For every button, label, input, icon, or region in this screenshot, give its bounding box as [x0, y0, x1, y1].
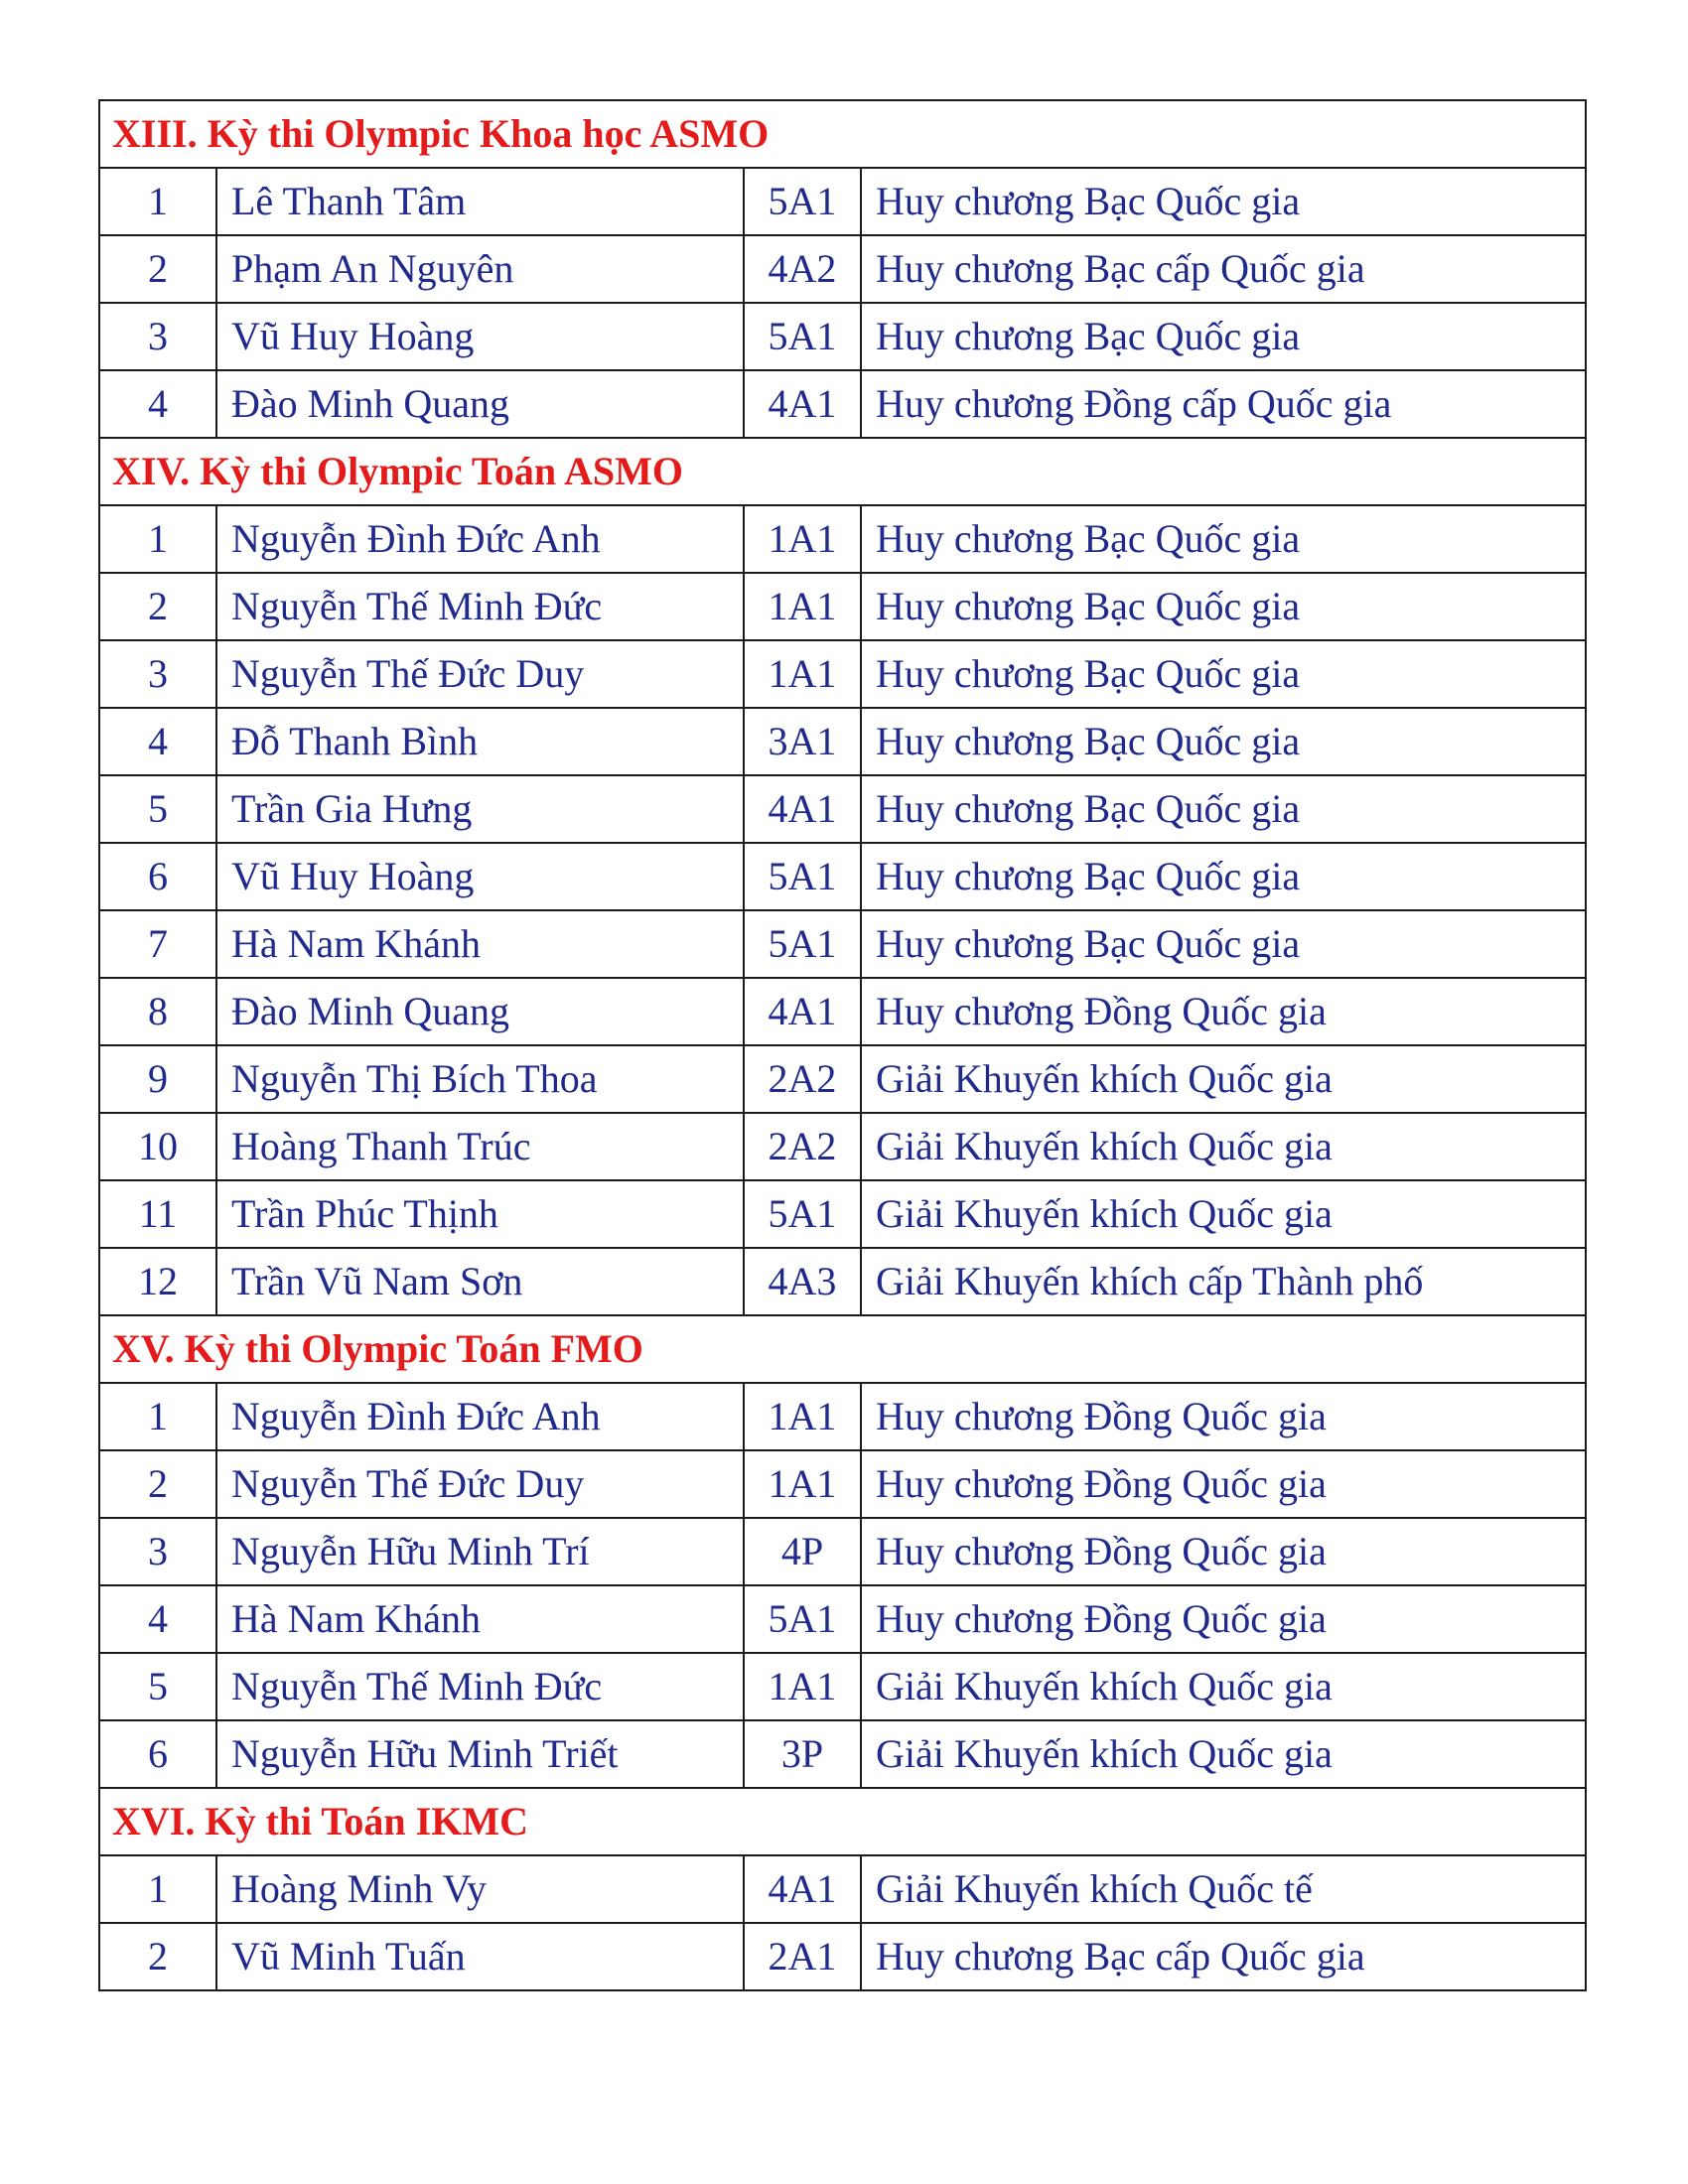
student-name-cell: Đỗ Thanh Bình: [216, 708, 744, 775]
row-number-cell: 11: [99, 1180, 216, 1248]
class-cell: 2A2: [744, 1113, 861, 1180]
table-row: [99, 573, 1586, 640]
student-name-cell: Vũ Huy Hoàng: [216, 843, 744, 910]
student-name-cell: Lê Thanh Tâm: [216, 168, 744, 235]
student-name-cell: Hà Nam Khánh: [216, 910, 744, 978]
table-row: [99, 1585, 1586, 1653]
award-cell: Giải Khuyến khích Quốc tế: [861, 1855, 1586, 1923]
award-cell: Huy chương Đồng Quốc gia: [861, 978, 1586, 1045]
table-row: [99, 235, 1586, 303]
class-cell: 1A1: [744, 1653, 861, 1720]
student-name-cell: Nguyễn Thế Đức Duy: [216, 1450, 744, 1518]
award-cell: Giải Khuyến khích Quốc gia: [861, 1720, 1586, 1788]
class-cell: 1A1: [744, 573, 861, 640]
student-name-cell: Nguyễn Đình Đức Anh: [216, 1383, 744, 1450]
class-cell: 4A1: [744, 1855, 861, 1923]
student-name-cell: Đào Minh Quang: [216, 370, 744, 438]
section-header-row: [99, 438, 1586, 505]
award-cell: Huy chương Bạc cấp Quốc gia: [861, 235, 1586, 303]
table-row: [99, 843, 1586, 910]
table-row: [99, 1450, 1586, 1518]
student-name-cell: Hoàng Thanh Trúc: [216, 1113, 744, 1180]
section-header-row: [99, 100, 1586, 168]
row-number-cell: 1: [99, 505, 216, 573]
row-number-cell: 2: [99, 573, 216, 640]
student-name-cell: Hà Nam Khánh: [216, 1585, 744, 1653]
student-name-cell: Nguyễn Hữu Minh Trí: [216, 1518, 744, 1585]
row-number-cell: 2: [99, 235, 216, 303]
student-name-cell: Trần Vũ Nam Sơn: [216, 1248, 744, 1315]
table-row: [99, 910, 1586, 978]
class-cell: 4A3: [744, 1248, 861, 1315]
award-cell: Huy chương Bạc Quốc gia: [861, 640, 1586, 708]
student-name-cell: Hoàng Minh Vy: [216, 1855, 744, 1923]
student-name-cell: Nguyễn Hữu Minh Triết: [216, 1720, 744, 1788]
award-cell: Giải Khuyến khích cấp Thành phố: [861, 1248, 1586, 1315]
student-name-cell: Phạm An Nguyên: [216, 235, 744, 303]
table-row: [99, 1045, 1586, 1113]
table-row: [99, 505, 1586, 573]
section-title: XIII. Kỳ thi Olympic Khoa học ASMO: [99, 100, 1586, 168]
table-row: [99, 1855, 1586, 1923]
class-cell: 1A1: [744, 1383, 861, 1450]
award-cell: Huy chương Bạc cấp Quốc gia: [861, 1923, 1586, 1990]
table-row: [99, 370, 1586, 438]
class-cell: 2A1: [744, 1923, 861, 1990]
table-row: [99, 1248, 1586, 1315]
row-number-cell: 1: [99, 168, 216, 235]
award-cell: Huy chương Bạc Quốc gia: [861, 168, 1586, 235]
class-cell: 5A1: [744, 843, 861, 910]
row-number-cell: 4: [99, 708, 216, 775]
award-cell: Giải Khuyến khích Quốc gia: [861, 1113, 1586, 1180]
row-number-cell: 3: [99, 1518, 216, 1585]
student-name-cell: Đào Minh Quang: [216, 978, 744, 1045]
class-cell: 5A1: [744, 303, 861, 370]
table-row: [99, 1720, 1586, 1788]
award-cell: Huy chương Bạc Quốc gia: [861, 573, 1586, 640]
row-number-cell: 10: [99, 1113, 216, 1180]
row-number-cell: 1: [99, 1855, 216, 1923]
row-number-cell: 3: [99, 303, 216, 370]
class-cell: 1A1: [744, 1450, 861, 1518]
class-cell: 4A1: [744, 978, 861, 1045]
row-number-cell: 5: [99, 775, 216, 843]
row-number-cell: 12: [99, 1248, 216, 1315]
awards-table-body: [99, 100, 1586, 1990]
award-cell: Giải Khuyến khích Quốc gia: [861, 1045, 1586, 1113]
class-cell: 1A1: [744, 505, 861, 573]
row-number-cell: 2: [99, 1923, 216, 1990]
award-cell: Huy chương Bạc Quốc gia: [861, 505, 1586, 573]
award-cell: Huy chương Bạc Quốc gia: [861, 843, 1586, 910]
table-row: [99, 1518, 1586, 1585]
class-cell: 4A1: [744, 775, 861, 843]
awards-table: [98, 99, 1587, 1991]
row-number-cell: 8: [99, 978, 216, 1045]
table-row: [99, 978, 1586, 1045]
award-cell: Giải Khuyến khích Quốc gia: [861, 1180, 1586, 1248]
row-number-cell: 1: [99, 1383, 216, 1450]
award-cell: Huy chương Bạc Quốc gia: [861, 775, 1586, 843]
class-cell: 5A1: [744, 910, 861, 978]
row-number-cell: 4: [99, 1585, 216, 1653]
award-cell: Huy chương Đồng Quốc gia: [861, 1585, 1586, 1653]
student-name-cell: Nguyễn Thế Minh Đức: [216, 573, 744, 640]
row-number-cell: 9: [99, 1045, 216, 1113]
section-title: XVI. Kỳ thi Toán IKMC: [99, 1788, 1586, 1855]
student-name-cell: Trần Gia Hưng: [216, 775, 744, 843]
row-number-cell: 7: [99, 910, 216, 978]
student-name-cell: Nguyễn Thế Đức Duy: [216, 640, 744, 708]
section-title: XV. Kỳ thi Olympic Toán FMO: [99, 1315, 1586, 1383]
award-cell: Huy chương Bạc Quốc gia: [861, 708, 1586, 775]
class-cell: 4A2: [744, 235, 861, 303]
class-cell: 1A1: [744, 640, 861, 708]
class-cell: 5A1: [744, 1180, 861, 1248]
award-cell: Huy chương Đồng Quốc gia: [861, 1518, 1586, 1585]
student-name-cell: Nguyễn Thế Minh Đức: [216, 1653, 744, 1720]
row-number-cell: 5: [99, 1653, 216, 1720]
award-cell: Huy chương Đồng Quốc gia: [861, 1450, 1586, 1518]
student-name-cell: Vũ Huy Hoàng: [216, 303, 744, 370]
row-number-cell: 2: [99, 1450, 216, 1518]
student-name-cell: Nguyễn Thị Bích Thoa: [216, 1045, 744, 1113]
student-name-cell: Nguyễn Đình Đức Anh: [216, 505, 744, 573]
table-row: [99, 1113, 1586, 1180]
table-row: [99, 1383, 1586, 1450]
class-cell: 4A1: [744, 370, 861, 438]
section-title: XIV. Kỳ thi Olympic Toán ASMO: [99, 438, 1586, 505]
table-row: [99, 303, 1586, 370]
award-cell: Huy chương Đồng Quốc gia: [861, 1383, 1586, 1450]
student-name-cell: Vũ Minh Tuấn: [216, 1923, 744, 1990]
class-cell: 5A1: [744, 168, 861, 235]
class-cell: 2A2: [744, 1045, 861, 1113]
row-number-cell: 4: [99, 370, 216, 438]
award-cell: Huy chương Bạc Quốc gia: [861, 303, 1586, 370]
row-number-cell: 6: [99, 1720, 216, 1788]
table-row: [99, 168, 1586, 235]
table-row: [99, 708, 1586, 775]
class-cell: 5A1: [744, 1585, 861, 1653]
table-row: [99, 1923, 1586, 1990]
class-cell: 3P: [744, 1720, 861, 1788]
table-row: [99, 640, 1586, 708]
section-header-row: [99, 1788, 1586, 1855]
award-cell: Giải Khuyến khích Quốc gia: [861, 1653, 1586, 1720]
award-cell: Huy chương Đồng cấp Quốc gia: [861, 370, 1586, 438]
section-header-row: [99, 1315, 1586, 1383]
table-row: [99, 775, 1586, 843]
row-number-cell: 3: [99, 640, 216, 708]
row-number-cell: 6: [99, 843, 216, 910]
student-name-cell: Trần Phúc Thịnh: [216, 1180, 744, 1248]
table-row: [99, 1653, 1586, 1720]
table-row: [99, 1180, 1586, 1248]
class-cell: 3A1: [744, 708, 861, 775]
class-cell: 4P: [744, 1518, 861, 1585]
award-cell: Huy chương Bạc Quốc gia: [861, 910, 1586, 978]
